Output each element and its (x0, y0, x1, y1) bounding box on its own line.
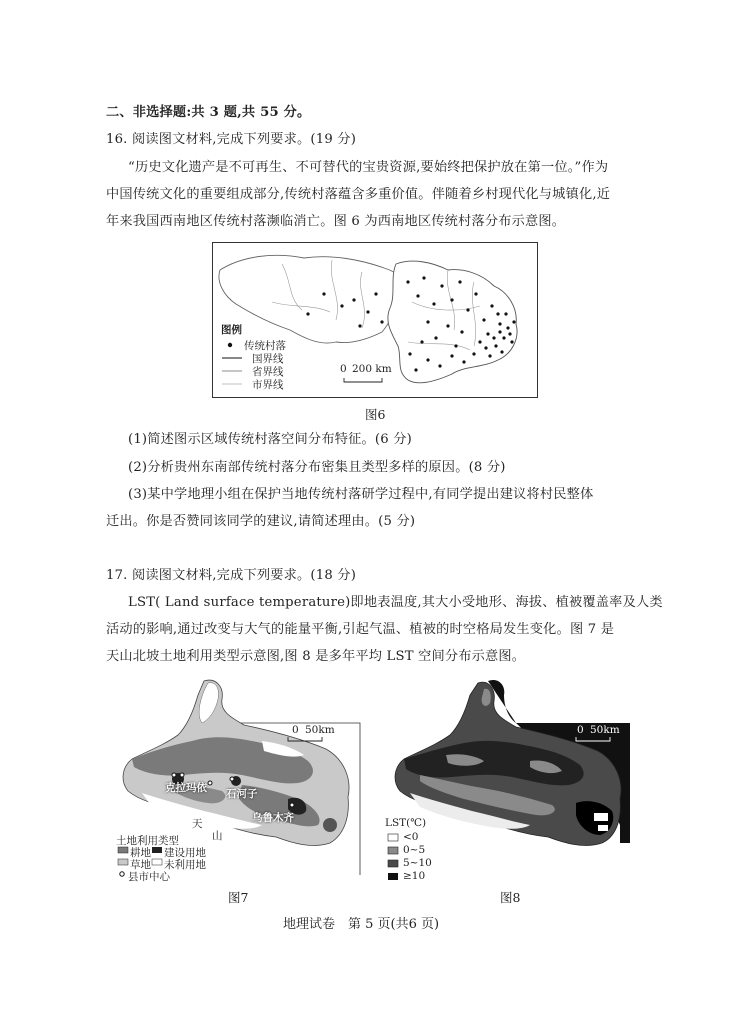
fig8-legend-title: LST(℃) (385, 817, 427, 829)
fig8-scale-zero: 0 (577, 724, 584, 736)
fig6-caption: 图6 (365, 407, 386, 422)
fig7-place-shihezi: 石河子 (226, 788, 258, 800)
fig8-legend-0-5: 0~5 (403, 844, 426, 856)
q16-para-line-2: 中国传统文化的重要组成部分,传统村落蕴含多重价值。伴随着乡村现代化与城镇化,近 (106, 187, 611, 202)
q16-sub3-line-2: 迁出。你是否赞同该同学的建议,请简述理由。(5 分) (106, 514, 416, 529)
q16-sub3-line-1: (3)某中学地理小组在保护当地传统村落研学过程中,有同学提出建议将村民整体 (128, 487, 594, 502)
fig7-place-karamay: 克拉玛依 (165, 782, 207, 794)
fig7-place-shan: 山 (212, 830, 223, 842)
fig7-scale-label: 50km (305, 724, 335, 736)
q16-para-line-3: 年来我国西南地区传统村落濒临消亡。图 6 为西南地区传统村落分布示意图。 (106, 214, 566, 229)
fig7-legend-farmland: 耕地 (130, 847, 151, 859)
fig8-legend-below-0: <0 (403, 831, 419, 843)
fig6-legend-national-border: 国界线 (252, 353, 284, 365)
fig6-legend-title: 图例 (221, 324, 242, 336)
fig7-scale-zero: 0 (292, 724, 299, 736)
fig6-legend-village: 传统村落 (244, 340, 286, 352)
fig7-legend-county-center: 县市中心 (128, 871, 170, 883)
q16-title: 16. 阅读图文材料,完成下列要求。(19 分) (106, 132, 357, 147)
fig7-place-tian: 天 (192, 818, 203, 830)
q16-sub2: (2)分析贵州东南部传统村落分布密集且类型多样的原因。(8 分) (128, 460, 506, 475)
q17-para-line-2: 活动的影响,通过改变与大气的能量平衡,引起气温、植被的时空格局发生变化。图 7 是 (106, 622, 615, 637)
fig8-scale-label: 50km (590, 724, 620, 736)
q17-para-line-3: 天山北坡土地利用类型示意图,图 8 是多年平均 LST 空间分布示意图。 (106, 649, 526, 664)
fig6-scale-zero: 0 (340, 363, 347, 375)
fig7-legend-unused: 未利用地 (164, 859, 206, 871)
fig7-legend-grassland: 草地 (130, 859, 151, 871)
fig7-legend-title: 土地利用类型 (116, 835, 179, 847)
fig7-legend-builtup: 建设用地 (164, 847, 206, 859)
page-footer: 地理试卷 第 5 页(共6 页) (283, 917, 440, 932)
q17-title: 17. 阅读图文材料,完成下列要求。(18 分) (106, 568, 357, 583)
section-header: 二、非选择题:共 3 题,共 55 分。 (106, 105, 311, 120)
q17-para-line-1: LST( Land surface temperature)即地表温度,其大小受地形、海拔、植被覆盖率及人类 (128, 595, 663, 610)
fig8-legend-5-10: 5~10 (403, 857, 432, 869)
fig8-legend-above-10: ≥10 (403, 870, 426, 882)
fig6-legend-province-border: 省界线 (252, 366, 284, 378)
fig7-place-urumqi: 乌鲁木齐 (252, 812, 294, 824)
q16-para-line-1: “历史文化遗产是不可再生、不可替代的宝贵资源,要始终把保护放在第一位。”作为 (128, 160, 609, 175)
fig8-caption: 图8 (500, 890, 521, 905)
fig6-legend-city-border: 市界线 (252, 379, 284, 391)
fig7-caption: 图7 (228, 890, 249, 905)
fig6-scale-label: 200 km (352, 363, 392, 375)
q16-sub1: (1)简述图示区域传统村落空间分布特征。(6 分) (128, 432, 412, 447)
